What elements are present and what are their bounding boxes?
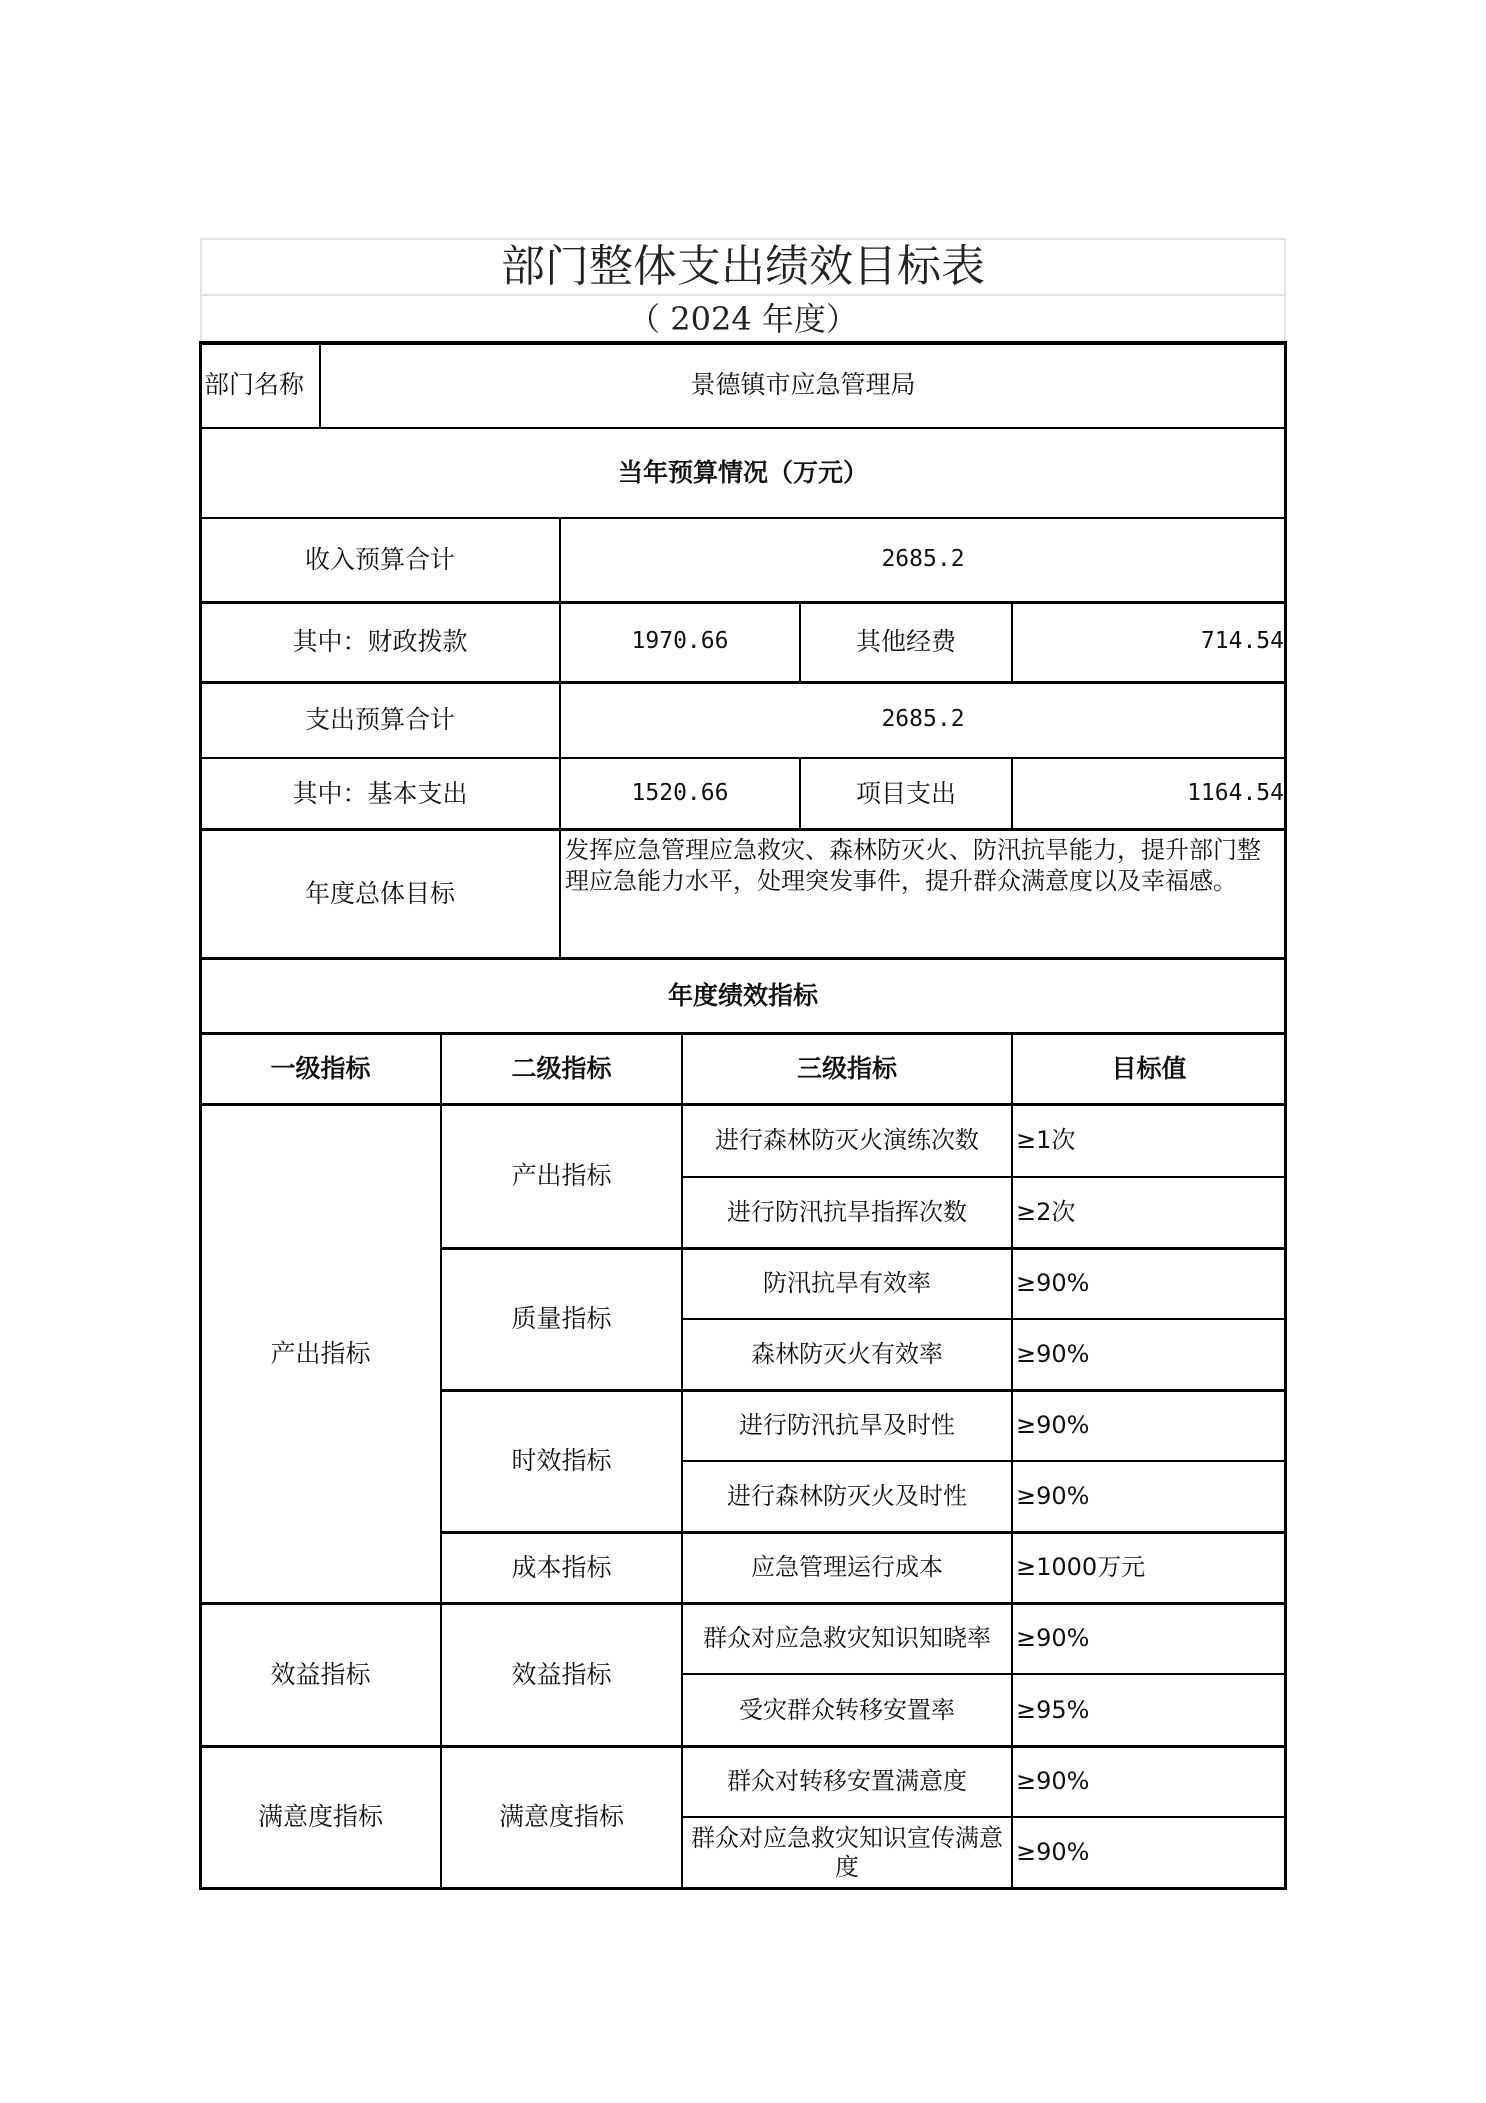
level3-indicator: 防汛抗旱有效率 xyxy=(763,1269,931,1298)
border-v-ind-1 xyxy=(440,1033,442,1889)
other-funds-label: 其他经费 xyxy=(855,627,956,656)
document-year: （ 2024 年度） xyxy=(628,299,858,338)
border-h-r3 xyxy=(682,1318,1287,1320)
border-h-budget-title xyxy=(200,517,1287,519)
level2-timeliness: 时效指标 xyxy=(511,1446,612,1475)
border-h-dept-top xyxy=(200,341,1287,345)
target-value: ≥90% xyxy=(1016,1838,1090,1867)
document-title: 部门整体支出绩效目标表 xyxy=(501,240,985,292)
level2-output: 产出指标 xyxy=(511,1161,612,1190)
level2-quality: 质量指标 xyxy=(511,1304,612,1333)
level1-benefit: 效益指标 xyxy=(270,1659,371,1689)
border-v-left xyxy=(199,341,202,1890)
border-h-indicators-title xyxy=(200,1032,1287,1035)
column-header-level3: 三级指标 xyxy=(796,1053,897,1083)
level3-indicator: 森林防灭火有效率 xyxy=(751,1340,943,1369)
project-expense-label: 项目支出 xyxy=(855,778,956,808)
income-total-label: 收入预算合计 xyxy=(304,545,455,574)
border-h-fiscal xyxy=(200,681,1287,684)
target-value: ≥2次 xyxy=(1016,1198,1076,1227)
border-h-goal xyxy=(200,957,1287,960)
border-h-r9 xyxy=(200,1745,1287,1748)
level3-indicator: 进行森林防灭火演练次数 xyxy=(715,1126,979,1155)
border-v-ind-3 xyxy=(1011,1033,1013,1889)
border-v-basic-right xyxy=(1011,758,1013,829)
level2-satisfaction: 满意度指标 xyxy=(498,1802,624,1831)
level3-indicator: 受灾群众转移安置率 xyxy=(739,1695,955,1724)
department-name-value: 景德镇市应急管理局 xyxy=(690,370,916,399)
border-v-budget-label xyxy=(559,518,561,958)
border-h-r6 xyxy=(441,1531,1287,1534)
basic-expense-label: 其中：基本支出 xyxy=(292,778,468,808)
level1-satisfaction: 满意度指标 xyxy=(257,1802,383,1831)
level3-indicator: 进行森林防灭火及时性 xyxy=(727,1482,967,1511)
target-value: ≥1次 xyxy=(1016,1126,1076,1155)
border-h-basic xyxy=(200,828,1287,831)
border-h-dept-bottom xyxy=(200,427,1287,429)
border-v-ind-2 xyxy=(681,1033,683,1889)
border-v-dept xyxy=(319,341,321,428)
border-v-fiscal-mid xyxy=(799,602,801,682)
border-h-expense xyxy=(200,757,1287,759)
level3-indicator: 群众对应急救灾知识宣传满意度 xyxy=(691,1823,1003,1881)
target-value: ≥1000万元 xyxy=(1016,1553,1146,1582)
department-name-label: 部门名称 xyxy=(204,370,305,399)
basic-expense-value: 1520.66 xyxy=(631,779,729,806)
annual-goal-label: 年度总体目标 xyxy=(304,878,455,908)
level3-indicator: 应急管理运行成本 xyxy=(751,1553,943,1582)
target-value: ≥90% xyxy=(1016,1482,1090,1511)
level3-indicator: 进行防汛抗旱指挥次数 xyxy=(727,1198,967,1227)
level3-indicator: 群众对转移安置满意度 xyxy=(727,1767,967,1796)
target-value: ≥95% xyxy=(1016,1695,1090,1724)
level2-benefit: 效益指标 xyxy=(511,1659,612,1689)
level1-output: 产出指标 xyxy=(270,1338,371,1368)
annual-goal-text: 发挥应急管理应急救灾、森林防灭火、防汛抗旱能力，提升部门整理应急能力水平，处理突发事件，提升群众满意度以及幸福感。 xyxy=(565,836,1261,895)
border-h-r8 xyxy=(682,1673,1287,1675)
border-h-r7 xyxy=(200,1602,1287,1605)
expense-total-label: 支出预算合计 xyxy=(304,705,455,734)
budget-section-title: 当年预算情况（万元） xyxy=(617,458,868,487)
border-h-r4 xyxy=(441,1389,1287,1392)
target-value: ≥90% xyxy=(1016,1767,1090,1796)
expense-total-value: 2685.2 xyxy=(881,706,965,733)
column-header-level1: 一级指标 xyxy=(270,1053,371,1083)
border-v-fiscal-right xyxy=(1011,602,1013,682)
target-value: ≥90% xyxy=(1016,1269,1090,1298)
border-v-right xyxy=(1284,341,1287,1890)
level3-indicator: 群众对应急救灾知识知晓率 xyxy=(703,1624,991,1653)
level2-cost: 成本指标 xyxy=(511,1552,612,1582)
indicators-section-title: 年度绩效指标 xyxy=(667,980,818,1010)
target-value: ≥90% xyxy=(1016,1340,1090,1369)
fiscal-allocation-value: 1970.66 xyxy=(631,628,729,655)
border-h-r1 xyxy=(682,1176,1287,1178)
target-value: ≥90% xyxy=(1016,1624,1090,1653)
other-funds-value: 714.54 xyxy=(1200,628,1284,655)
border-h-column-header xyxy=(200,1103,1287,1106)
project-expense-value: 1164.54 xyxy=(1187,779,1284,806)
column-header-level2: 二级指标 xyxy=(511,1053,612,1083)
fiscal-allocation-label: 其中：财政拨款 xyxy=(292,627,468,656)
border-v-basic-mid xyxy=(799,758,801,829)
level3-indicator: 进行防汛抗旱及时性 xyxy=(739,1411,955,1440)
target-value: ≥90% xyxy=(1016,1411,1090,1440)
income-total-value: 2685.2 xyxy=(881,546,965,573)
border-h-income xyxy=(200,601,1287,604)
border-h-r5 xyxy=(682,1460,1287,1462)
border-h-bottom xyxy=(200,1887,1287,1890)
border-h-r2 xyxy=(441,1247,1287,1250)
column-header-target: 目标值 xyxy=(1111,1053,1187,1083)
border-h-r10 xyxy=(682,1816,1287,1818)
